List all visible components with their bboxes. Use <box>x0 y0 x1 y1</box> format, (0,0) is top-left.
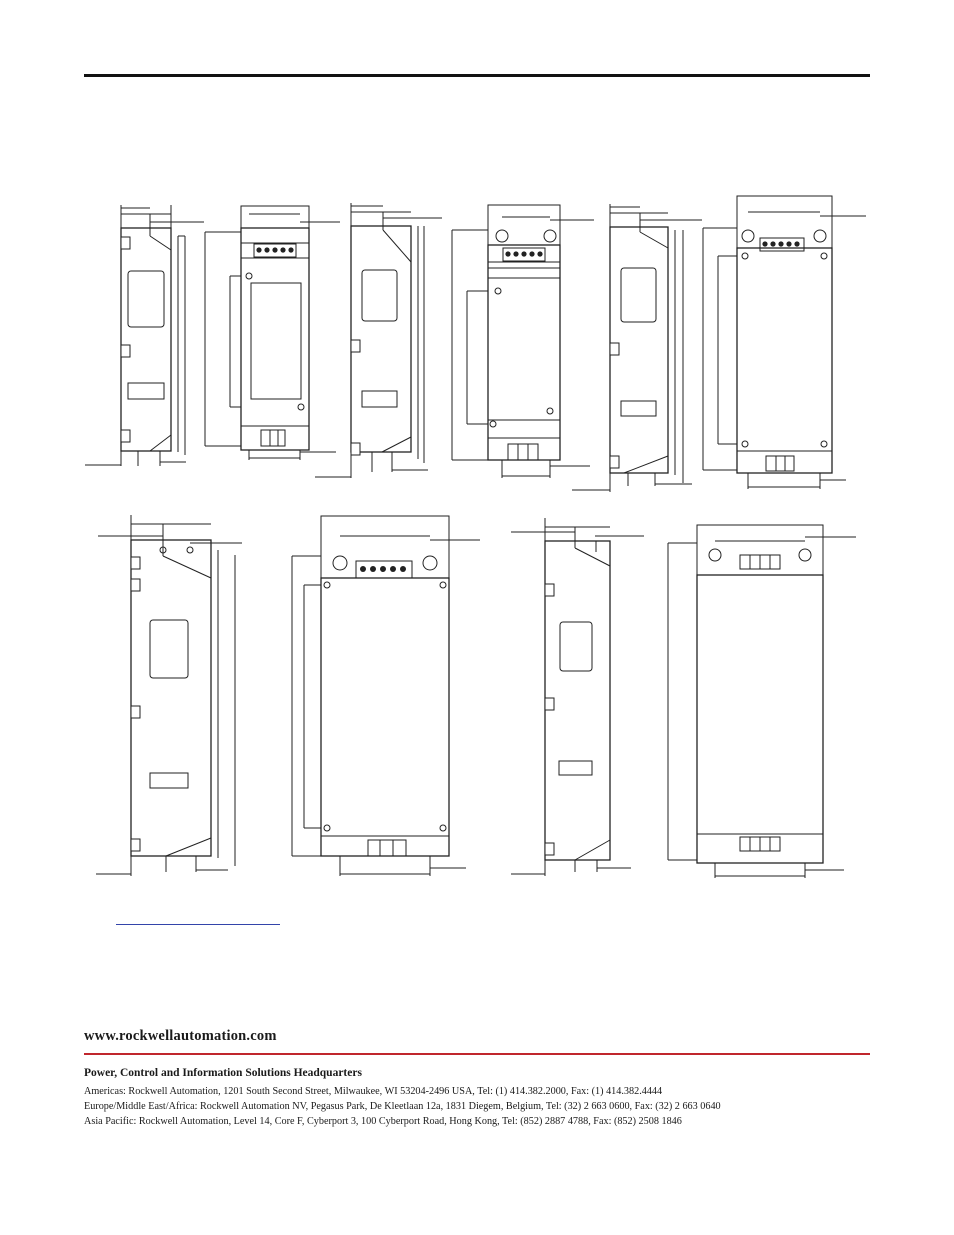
side-view-c <box>572 204 702 492</box>
front-view-c <box>703 196 866 489</box>
side-view-e <box>511 518 644 876</box>
link-underline[interactable] <box>116 924 280 925</box>
footer-rule <box>84 1053 870 1055</box>
front-view-e <box>668 525 856 878</box>
footer-website[interactable]: www.rockwellautomation.com <box>84 1028 277 1044</box>
footer-headquarters-title: Power, Control and Information Solutions Headquarters <box>84 1067 362 1079</box>
address-americas: Americas: Rockwell Automation, 1201 South Second Street, Milwaukee, WI 53204-2496 USA, Tel: (1) 414.382.2000, Fax: (1) 414.382.4444 <box>84 1086 663 1097</box>
side-view-a <box>85 205 204 466</box>
side-view-d <box>96 515 242 876</box>
front-view-b <box>452 205 594 478</box>
front-view-d <box>292 516 480 876</box>
side-view-b <box>315 203 442 478</box>
address-emea: Europe/Middle East/Africa: Rockwell Automation NV, Pegasus Park, De Kleetlaan 12a, 1831 Diegem, Belgium, Tel: (32) 2 663 0600, Fax: (32) 2 663 0640 <box>84 1101 721 1112</box>
front-view-a <box>205 206 340 460</box>
address-apac: Asia Pacific: Rockwell Automation, Level 14, Core F, Cyberport 3, 100 Cyberport Road, Hong Kong, Tel: (852) 2887 4788, Fax: (852) 2508 1846 <box>84 1116 682 1127</box>
